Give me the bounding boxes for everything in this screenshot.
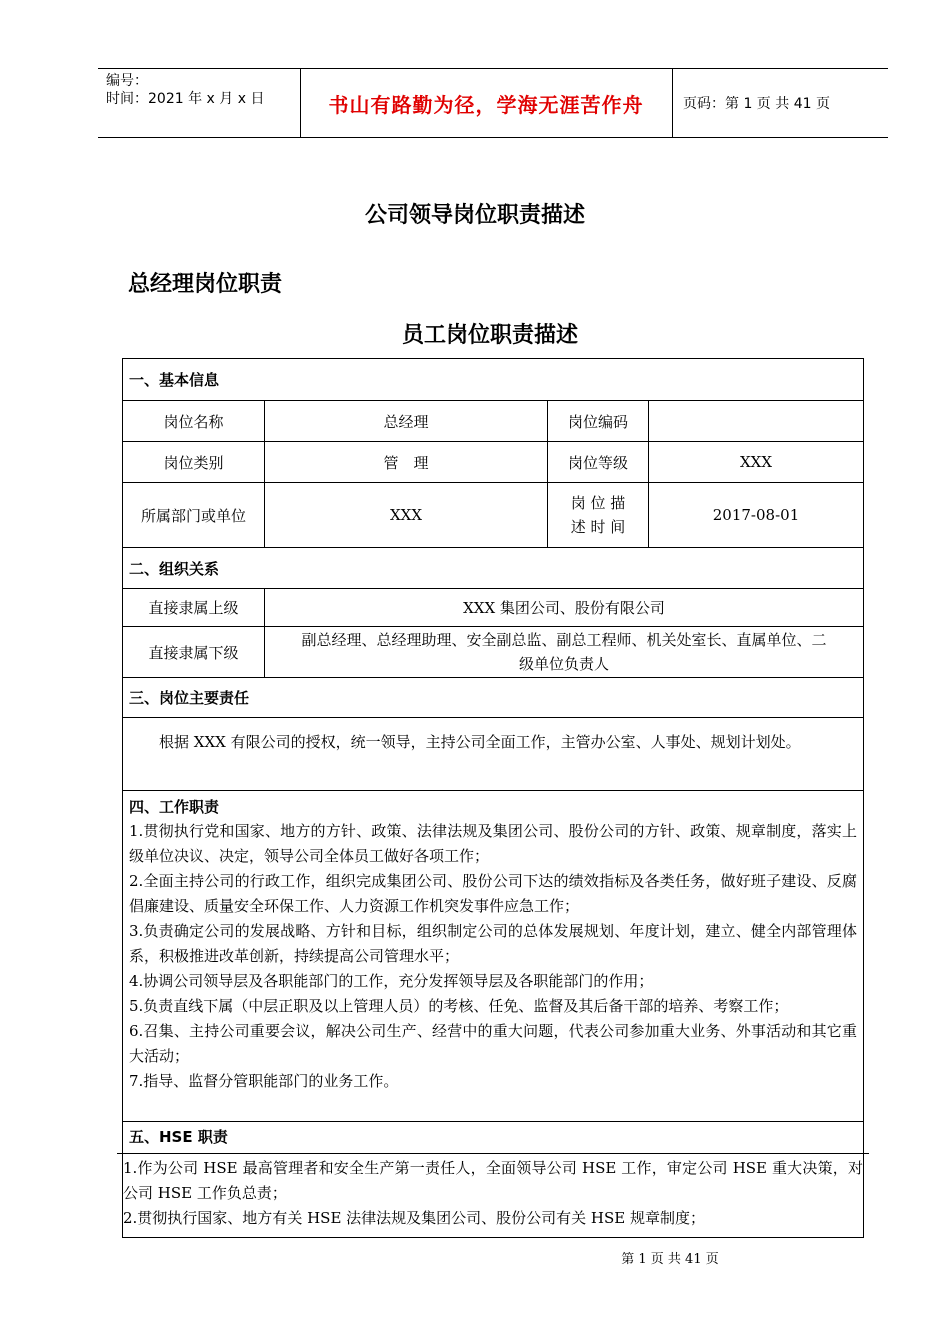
section-label-work-duty: 四、工作职责 xyxy=(129,797,220,816)
section-label-org: 二、组织关系 xyxy=(129,559,220,578)
superior-value: XXX 集团公司、股份有限公司 xyxy=(463,599,665,617)
table-row xyxy=(123,627,863,678)
section-row-main-duty xyxy=(123,678,863,718)
list-item: 2.全面主持公司的行政工作，组织完成集团公司、股份公司下达的绩效指标及各类任务，做好班子建设、反腐倡廉建设、质量安全环保工作、人力资源工作机突发事件应急工作； xyxy=(129,872,857,915)
time-label: 时间：2021 年 x 月 x 日 xyxy=(106,91,265,107)
hse-list xyxy=(117,1153,869,1231)
motto: 书山有路勤为径，学海无涯苦作舟 xyxy=(328,92,644,117)
post-type-label: 岗位类别 xyxy=(123,442,265,482)
document-title: 公司领导岗位职责描述 xyxy=(364,202,585,228)
page-info: 页码：第 1 页 共 41 页 xyxy=(683,96,830,112)
dept-label: 所属部门或单位 xyxy=(123,483,265,547)
post-level-label: 岗位等级 xyxy=(548,442,649,482)
list-item: 3.负责确定公司的发展战略、方针和目标，组织制定公司的总体发展规划、年度计划，建立、健全内部管理体系，积极推进改革创新，持续提高公司管理水平； xyxy=(129,922,857,965)
list-item: 4.协调公司领导层及各职能部门的工作，充分发挥领导层及各职能部门的作用； xyxy=(129,972,654,990)
section-label-hse: 五、HSE 职责 xyxy=(129,1127,228,1146)
main-duty-text: 根据 XXX 有限公司的授权，统一领导，主持公司全面工作，主管办公室、人事处、规划计划处。 xyxy=(129,733,801,751)
superior-label: 直接隶属上级 xyxy=(123,589,265,626)
table-title: 员工岗位职责描述 xyxy=(401,322,578,348)
list-item: 7.指导、监督分管职能部门的业务工作。 xyxy=(129,1072,399,1090)
section-row-hse xyxy=(123,1122,863,1237)
desc-time-value: 2017-08-01 xyxy=(712,506,800,524)
list-item: 6.召集、主持公司重要会议，解决公司生产、经营中的重大问题，代表公司参加重大业务、外事活动和其它重大活动； xyxy=(129,1022,857,1065)
list-item: 2.贯彻执行国家、地方有关 HSE 法律法规及集团公司、股份公司有关 HSE 规章制度； xyxy=(123,1209,706,1227)
page-header xyxy=(98,68,888,138)
table-row xyxy=(123,589,863,627)
section-title: 总经理岗位职责 xyxy=(128,271,283,297)
section-label-basic: 一、基本信息 xyxy=(129,371,220,389)
list-item: 1.作为公司 HSE 最高管理者和安全生产第一责任人，全面领导公司 HSE 工作，审定公司 HSE 重大决策，对公司 HSE 工作负总责； xyxy=(123,1159,863,1202)
subordinate-line1: 副总经理、总经理助理、安全副总监、副总工程师、机关处室长、直属单位、二 xyxy=(301,631,827,649)
header-meta xyxy=(98,69,301,137)
job-description-table xyxy=(122,358,864,1238)
table-row xyxy=(123,442,863,483)
header-motto-cell xyxy=(300,69,673,137)
section-label-main-duty: 三、岗位主要责任 xyxy=(129,689,250,707)
post-level-value: XXX xyxy=(739,453,773,471)
dept-value: XXX xyxy=(265,483,548,547)
desc-time-label-line2: 述 时 间 xyxy=(570,518,626,536)
subordinate-label: 直接隶属下级 xyxy=(123,627,265,677)
post-code-label: 岗位编码 xyxy=(548,401,649,441)
desc-time-label xyxy=(548,483,649,547)
post-type-value: 管 理 xyxy=(265,442,548,482)
post-name-value: 总经理 xyxy=(265,401,548,441)
desc-time-label-line1: 岗 位 描 xyxy=(570,494,626,512)
table-row xyxy=(123,718,863,791)
table-row xyxy=(123,401,863,442)
subordinate-line2: 级单位负责人 xyxy=(518,655,609,673)
list-item: 5.负责直线下属（中层正职及以上管理人员）的考核、任免、监督及其后备干部的培养、考察工作； xyxy=(129,997,789,1015)
section-row-basic xyxy=(123,359,863,401)
post-name-label: 岗位名称 xyxy=(123,401,265,441)
section-row-org xyxy=(123,548,863,589)
section-row-work-duty xyxy=(123,791,863,1122)
work-duty-list xyxy=(129,819,857,1094)
list-item: 1.贯彻执行党和国家、地方的方针、政策、法律法规及集团公司、股份公司的方针、政策、规章制度，落实上级单位决议、决定，领导公司全体员工做好各项工作； xyxy=(129,822,857,865)
subordinate-value xyxy=(265,627,863,677)
page-footer: 第 1 页 共 41 页 xyxy=(621,1252,719,1267)
header-page-cell xyxy=(673,69,887,137)
number-label: 编号： xyxy=(106,73,148,89)
table-row xyxy=(123,483,863,548)
post-code-value xyxy=(649,401,863,441)
